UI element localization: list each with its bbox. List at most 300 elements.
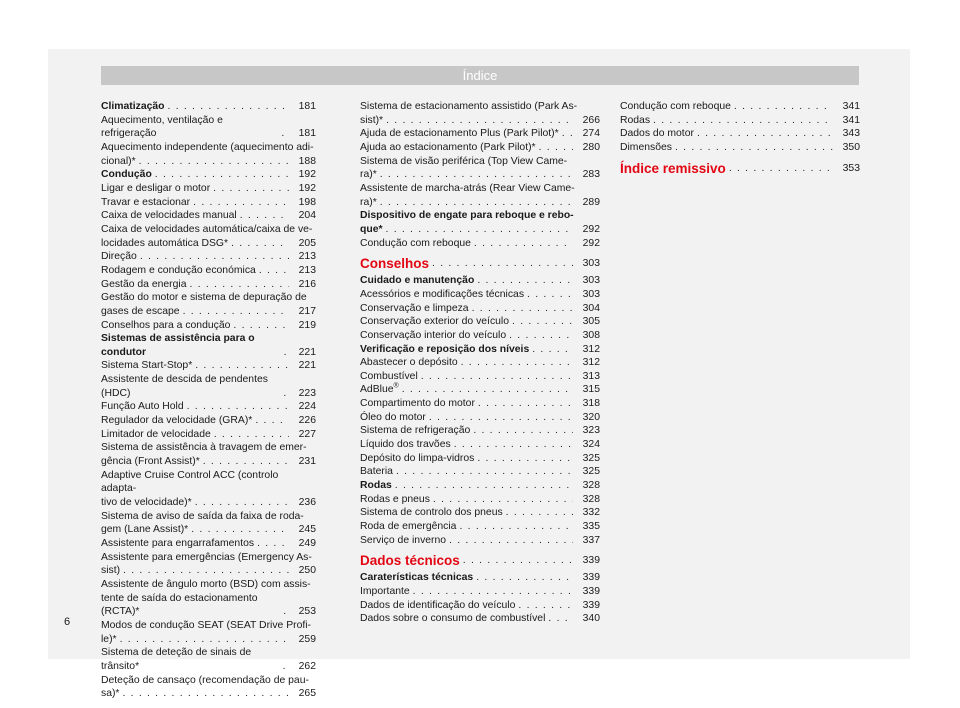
entry-line xyxy=(360,155,600,169)
page-ref: 328 xyxy=(582,480,600,492)
entry-line xyxy=(101,537,316,551)
entry-line xyxy=(360,411,600,425)
entry-line xyxy=(101,633,316,647)
dot-leader xyxy=(396,465,573,479)
page-ref: 303 xyxy=(582,288,600,300)
toc-entry[interactable] xyxy=(360,370,600,384)
toc-entry[interactable] xyxy=(360,612,600,626)
dot-leader xyxy=(231,237,289,251)
section-title: Dados técnicos xyxy=(360,553,460,569)
dot-leader xyxy=(380,196,573,210)
entry-line xyxy=(101,168,316,182)
entry-title: Dimensões xyxy=(620,141,672,153)
dot-leader xyxy=(283,660,291,674)
entry-title: Rodas xyxy=(620,114,651,126)
toc-entry[interactable] xyxy=(360,599,600,613)
entry-title: Conservação exterior do veículo xyxy=(360,316,510,328)
dot-leader xyxy=(697,127,833,141)
page-ref: 325 xyxy=(582,452,600,464)
toc-entry[interactable] xyxy=(360,356,600,370)
dot-leader xyxy=(195,359,289,373)
entry-title: Dados do motor xyxy=(620,128,694,140)
entry-line xyxy=(360,599,600,613)
entry-title: gência (Front Assist)* xyxy=(101,456,200,468)
toc-entry[interactable] xyxy=(360,383,600,397)
toc-entry[interactable] xyxy=(101,332,316,359)
entry-title: Dados sobre o consumo de combustível xyxy=(360,613,546,625)
entry-line xyxy=(360,288,600,302)
toc-entry[interactable] xyxy=(101,319,316,333)
toc-entry[interactable] xyxy=(360,141,600,155)
dot-leader xyxy=(259,264,289,278)
dot-leader xyxy=(187,400,289,414)
page-ref: 249 xyxy=(298,538,316,549)
entry-title: ra)* xyxy=(360,169,377,181)
entry-title: Combustível xyxy=(360,370,418,382)
entry-line xyxy=(360,520,600,534)
toc-entry[interactable] xyxy=(101,414,316,428)
toc-entry[interactable] xyxy=(101,291,316,318)
entry-line xyxy=(360,438,600,452)
page-ref: 223 xyxy=(298,387,316,399)
page-ref: 335 xyxy=(582,521,600,533)
entry-line xyxy=(101,373,316,400)
toc-entry[interactable] xyxy=(620,114,860,128)
entry-line xyxy=(620,114,860,128)
page-ref: 221 xyxy=(298,346,316,358)
toc-entry[interactable] xyxy=(101,100,316,114)
page-ref: 181 xyxy=(298,101,316,112)
toc-entry[interactable] xyxy=(101,250,316,264)
entry-line xyxy=(101,564,316,578)
toc-column-1 xyxy=(101,100,316,701)
toc-entry[interactable] xyxy=(360,302,600,316)
entry-line xyxy=(360,452,600,466)
entry-line xyxy=(101,646,316,673)
dot-leader xyxy=(281,127,289,141)
dot-leader xyxy=(120,633,289,647)
dot-leader xyxy=(139,155,289,169)
dot-leader xyxy=(402,383,573,397)
section-title: Índice remissivo xyxy=(620,160,726,176)
toc-entry[interactable] xyxy=(101,114,316,141)
toc-entry[interactable] xyxy=(101,510,316,537)
entry-line xyxy=(360,534,600,548)
entry-title: Conservação interior do veículo xyxy=(360,329,507,341)
toc-entry[interactable] xyxy=(360,343,600,357)
entry-line xyxy=(101,551,316,565)
toc-entry[interactable] xyxy=(101,209,316,223)
page-ref: 337 xyxy=(582,534,600,546)
entry-title: Modos de condução SEAT (SEAT Drive Profi- xyxy=(101,619,312,631)
toc-entry[interactable] xyxy=(101,141,316,168)
page-ref: 320 xyxy=(582,411,600,423)
dot-leader xyxy=(472,302,573,316)
entry-title: Sistema Start-Stop* xyxy=(101,360,193,372)
entry-title: cional)* xyxy=(101,155,136,167)
dot-leader xyxy=(433,493,573,507)
entry-line xyxy=(360,506,600,520)
entry-line xyxy=(360,114,600,128)
page-ref: 226 xyxy=(298,415,316,427)
entry-title: Conselhos para a condução xyxy=(101,319,231,331)
entry-title: Depósito do limpa-vidros xyxy=(360,452,475,464)
toc-column-2 xyxy=(360,100,600,626)
toc-entry[interactable] xyxy=(101,182,316,196)
toc-entry[interactable] xyxy=(360,127,600,141)
page-ref: 188 xyxy=(298,155,316,167)
entry-line xyxy=(360,209,600,223)
page-ref: 325 xyxy=(582,466,600,478)
toc-entry[interactable] xyxy=(101,619,316,646)
dot-leader xyxy=(548,612,573,626)
toc-entry[interactable] xyxy=(101,578,316,619)
entry-line xyxy=(360,493,600,507)
page-ref: 216 xyxy=(298,278,316,290)
dot-leader xyxy=(395,479,573,493)
entry-title: AdBlue® xyxy=(360,383,399,396)
toc-entry[interactable] xyxy=(101,359,316,373)
entry-title: Caraterísticas técnicas xyxy=(360,572,474,584)
entry-line xyxy=(101,455,316,469)
entry-line xyxy=(101,619,316,633)
dot-leader xyxy=(195,496,289,510)
entry-line xyxy=(101,469,316,496)
page-ref: 343 xyxy=(842,128,860,140)
entry-title: Roda de emergência xyxy=(360,521,457,533)
entry-title: le)* xyxy=(101,633,117,645)
entry-title: Assistente para engarrafamentos xyxy=(101,538,255,549)
dot-leader xyxy=(190,278,290,292)
dot-leader xyxy=(432,255,573,272)
entry-title: Líquido dos travões xyxy=(360,439,451,451)
toc-entry[interactable] xyxy=(360,155,600,182)
entry-line xyxy=(360,315,600,329)
toc-entry[interactable] xyxy=(101,469,316,510)
dot-leader xyxy=(380,168,573,182)
page-ref: 323 xyxy=(582,425,600,437)
entry-title: sist)* xyxy=(360,114,384,126)
dot-leader xyxy=(474,237,573,251)
entry-title: locidades automática DSG* xyxy=(101,237,229,249)
entry-line xyxy=(360,302,600,316)
toc-entry[interactable] xyxy=(360,274,600,288)
entry-title: Óleo do motor xyxy=(360,411,426,423)
entry-title: ra)* xyxy=(360,196,377,208)
toc-section-heading[interactable] xyxy=(360,552,600,569)
entry-title: Importante xyxy=(360,586,410,597)
entry-line xyxy=(101,523,316,537)
toc-entry[interactable] xyxy=(101,441,316,468)
entry-line xyxy=(360,141,600,155)
entry-line xyxy=(360,168,600,182)
page-ref: 304 xyxy=(582,302,600,314)
dot-leader xyxy=(386,114,573,128)
toc-entry[interactable] xyxy=(620,127,860,141)
entry-title: Ajuda de estacionamento Plus (Park Pilot)* xyxy=(360,128,559,140)
page-ref: 227 xyxy=(298,428,316,440)
toc-section-heading[interactable] xyxy=(620,160,860,177)
dot-leader xyxy=(155,168,289,182)
dot-leader xyxy=(729,160,833,177)
toc-entry[interactable] xyxy=(360,465,600,479)
page-ref: 328 xyxy=(582,493,600,505)
entry-line xyxy=(101,264,316,278)
page-ref: 340 xyxy=(582,613,600,625)
page-ref: 219 xyxy=(298,319,316,331)
page-ref: 283 xyxy=(582,169,600,181)
entry-title: Gestão da energia xyxy=(101,278,187,290)
entry-title: Assistente de marcha-atrás (Rear View Came- xyxy=(360,182,575,194)
page-ref: 308 xyxy=(582,329,600,341)
entry-line xyxy=(101,196,316,210)
entry-line xyxy=(101,305,316,319)
entry-line xyxy=(360,237,600,251)
toc-entry[interactable] xyxy=(360,493,600,507)
dot-leader xyxy=(512,315,573,329)
entry-line xyxy=(360,196,600,210)
entry-title: que* xyxy=(360,223,383,235)
entry-title: gem (Lane Assist)* xyxy=(101,524,189,536)
page-ref: 280 xyxy=(582,141,600,153)
page-ref: 274 xyxy=(582,128,600,140)
page-ref: 253 xyxy=(298,606,316,618)
entry-line xyxy=(620,127,860,141)
entry-title: Aquecimento, ventilação e refrigeração xyxy=(101,114,223,140)
entry-line xyxy=(360,343,600,357)
entry-title: Rodagem e condução económica xyxy=(101,264,256,276)
toc-entry[interactable] xyxy=(101,196,316,210)
superscript: ® xyxy=(393,383,399,390)
page-ref: 339 xyxy=(582,586,600,597)
toc-entry[interactable] xyxy=(101,264,316,278)
toc-entry[interactable] xyxy=(620,100,860,114)
page-ref: 245 xyxy=(298,524,316,536)
entry-line xyxy=(360,100,600,114)
entry-line xyxy=(360,424,600,438)
entry-line xyxy=(360,585,600,599)
page-ref: 312 xyxy=(582,343,600,355)
entry-title: Direção xyxy=(101,251,137,263)
dot-leader xyxy=(734,100,833,114)
page-ref: 339 xyxy=(582,555,600,567)
page-ref: 353 xyxy=(842,162,860,174)
entry-line xyxy=(101,100,316,114)
entry-line xyxy=(360,329,600,343)
toc-entry[interactable] xyxy=(360,571,600,585)
toc-entry[interactable] xyxy=(360,438,600,452)
dot-leader xyxy=(454,438,573,452)
entry-title: Sistema de assistência à travagem de emer- xyxy=(101,442,307,454)
entry-title: Condução com reboque xyxy=(360,237,471,249)
page-ref: 236 xyxy=(298,497,316,509)
entry-line xyxy=(101,674,316,688)
entry-title: Deteção de cansaço (recomendação de pau- xyxy=(101,674,309,686)
entry-line xyxy=(101,250,316,264)
entry-title: tente de saída do estacionamento (RCTA)* xyxy=(101,592,258,618)
entry-line xyxy=(620,100,860,114)
page-ref: 318 xyxy=(582,398,600,410)
entry-line xyxy=(101,428,316,442)
dot-leader xyxy=(509,329,573,343)
toc-entry[interactable] xyxy=(101,168,316,182)
page-ref: 350 xyxy=(842,141,860,153)
toc-entry[interactable] xyxy=(360,424,600,438)
entry-title: Assistente de ângulo morto (BSD) com assis- xyxy=(101,578,311,590)
toc-entry[interactable] xyxy=(620,141,860,155)
entry-title: Acessórios e modificações técnicas xyxy=(360,288,525,300)
entry-title: Compartimento do motor xyxy=(360,398,475,410)
page-ref: 213 xyxy=(298,251,316,263)
entry-title: Sistema de estacionamento assistido (Park As- xyxy=(360,101,578,112)
entry-line xyxy=(101,510,316,524)
entry-title: Aquecimento independente (aquecimento adi- xyxy=(101,141,314,153)
entry-title: Condução xyxy=(101,169,152,181)
page-ref: 213 xyxy=(298,264,316,276)
page-ref: 332 xyxy=(582,507,600,519)
toc-entry[interactable] xyxy=(101,537,316,551)
dot-leader xyxy=(183,305,289,319)
toc-entry[interactable] xyxy=(360,182,600,209)
toc-entry[interactable] xyxy=(360,315,600,329)
page-number: 6 xyxy=(64,616,71,628)
page-ref: 341 xyxy=(842,101,860,112)
entry-line xyxy=(360,274,600,288)
entry-line xyxy=(360,383,600,397)
toc-entry[interactable] xyxy=(360,585,600,599)
toc-entry[interactable] xyxy=(360,329,600,343)
page-ref: 205 xyxy=(298,237,316,249)
page-ref: 266 xyxy=(582,114,600,126)
entry-line xyxy=(101,319,316,333)
toc-entry[interactable] xyxy=(360,479,600,493)
dot-leader xyxy=(476,571,573,585)
toc-entry[interactable] xyxy=(101,373,316,400)
entry-title: Caixa de velocidades manual xyxy=(101,210,237,222)
toc-entry[interactable] xyxy=(360,520,600,534)
dot-leader xyxy=(463,552,573,569)
toc-section-heading[interactable] xyxy=(360,255,600,272)
toc-entry[interactable] xyxy=(360,237,600,251)
entry-title: Dados de identificação do veículo xyxy=(360,599,516,611)
entry-title: Dispositivo de engate para reboque e rebo- xyxy=(360,210,574,222)
toc-entry[interactable] xyxy=(360,100,600,127)
entry-line xyxy=(360,465,600,479)
entry-line xyxy=(101,414,316,428)
toc-entry[interactable] xyxy=(360,397,600,411)
entry-line xyxy=(360,479,600,493)
dot-leader xyxy=(386,223,573,237)
page-ref: 303 xyxy=(582,258,600,270)
page-ref: 292 xyxy=(582,223,600,235)
toc-entry[interactable] xyxy=(101,646,316,673)
page-ref: 289 xyxy=(582,196,600,208)
page-ref: 231 xyxy=(298,456,316,468)
page-ref: 262 xyxy=(298,660,316,672)
page-ref: 324 xyxy=(582,439,600,451)
page-ref: 192 xyxy=(298,182,316,194)
toc-column-3 xyxy=(620,100,860,179)
page-ref: 341 xyxy=(842,114,860,126)
page-ref: 312 xyxy=(582,357,600,369)
dot-leader xyxy=(257,537,289,551)
entry-line xyxy=(101,155,316,169)
dot-leader xyxy=(461,356,573,370)
toc-entry[interactable] xyxy=(360,506,600,520)
dot-leader xyxy=(449,534,573,548)
entry-line xyxy=(360,370,600,384)
toc-entry[interactable] xyxy=(360,534,600,548)
entry-title: Ligar e desligar o motor xyxy=(101,182,211,194)
page-ref: 313 xyxy=(582,370,600,382)
entry-title: tivo de velocidade)* xyxy=(101,497,192,509)
toc-entry[interactable] xyxy=(360,209,600,236)
entry-title: sa)* xyxy=(101,688,120,700)
entry-title: Rodas e pneus xyxy=(360,493,430,505)
dot-leader xyxy=(527,288,573,302)
toc-entry[interactable] xyxy=(101,428,316,442)
toc-entry[interactable] xyxy=(101,278,316,292)
dot-leader xyxy=(213,182,289,196)
entry-title: Regulador da velocidade (GRA)* xyxy=(101,415,253,427)
toc-entry[interactable] xyxy=(101,400,316,414)
toc-entry[interactable] xyxy=(360,411,600,425)
page-ref: 315 xyxy=(582,384,600,396)
dot-leader xyxy=(478,397,573,411)
entry-line xyxy=(360,397,600,411)
entry-title: Sistema de aviso de saída da faixa de roda- xyxy=(101,510,304,522)
entry-title: Adaptive Cruise Control ACC (controlo adapta- xyxy=(101,469,279,495)
page-ref: 181 xyxy=(298,128,316,140)
entry-title: Conservação e limpeza xyxy=(360,302,469,314)
dot-leader xyxy=(477,274,573,288)
dot-leader xyxy=(283,387,291,401)
entry-line xyxy=(360,571,600,585)
page-title: Índice xyxy=(101,66,859,85)
entry-line xyxy=(101,400,316,414)
section-title: Conselhos xyxy=(360,256,430,272)
entry-line xyxy=(360,223,600,237)
dot-leader xyxy=(233,319,289,333)
toc-entry[interactable] xyxy=(360,288,600,302)
entry-title: Bateria xyxy=(360,466,393,478)
entry-line xyxy=(101,209,316,223)
entry-title: Cuidado e manutenção xyxy=(360,275,475,287)
page-ref: 259 xyxy=(298,633,316,645)
entry-title: Abastecer o depósito xyxy=(360,357,458,369)
toc-entry[interactable] xyxy=(101,223,316,250)
dot-leader xyxy=(429,411,573,425)
entry-line xyxy=(101,359,316,373)
entry-title: Sistema de visão periférica (Top View Came- xyxy=(360,155,568,167)
toc-entry[interactable] xyxy=(101,551,316,578)
entry-title: Função Auto Hold xyxy=(101,401,184,413)
dot-leader xyxy=(255,414,289,428)
toc-entry[interactable] xyxy=(101,674,316,701)
dot-leader xyxy=(675,141,833,155)
dot-leader xyxy=(140,250,289,264)
entry-line xyxy=(101,496,316,510)
dot-leader xyxy=(283,605,291,619)
entry-title: Serviço de inverno xyxy=(360,534,447,546)
dot-leader xyxy=(122,687,289,701)
entry-line xyxy=(101,291,316,305)
entry-line xyxy=(101,578,316,592)
entry-line xyxy=(360,356,600,370)
dot-leader xyxy=(473,424,573,438)
entry-title: Travar e estacionar xyxy=(101,196,191,208)
toc-entry[interactable] xyxy=(360,452,600,466)
